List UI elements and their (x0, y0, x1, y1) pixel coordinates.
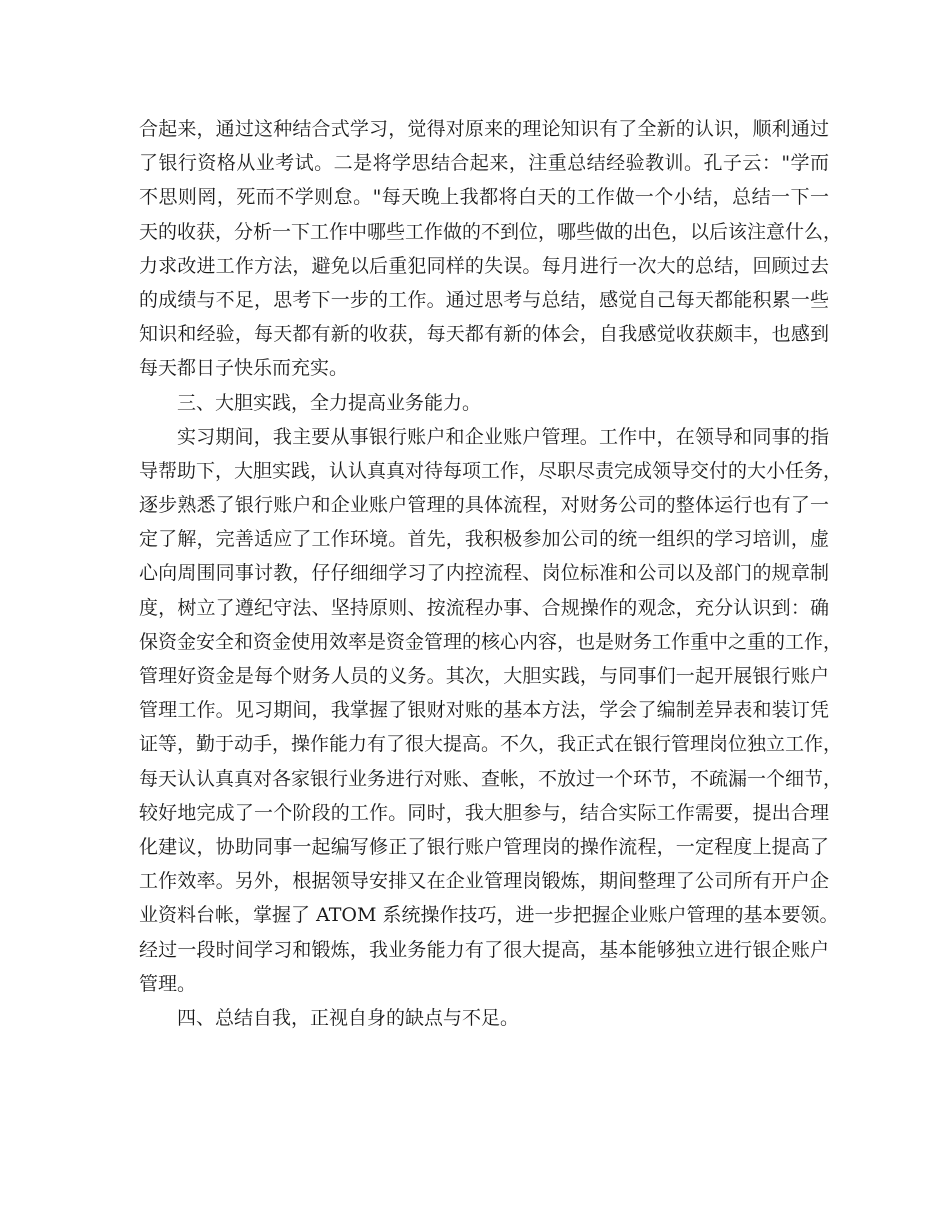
section-heading: 四、总结自我，正视自身的缺点与不足。 (177, 1006, 520, 1029)
body-text-line: 度，树立了遵纪守法、坚持原则、按流程办事、合规操作的观念，充分认识到：确 (139, 596, 829, 619)
body-text-line: 的成绩与不足，思考下一步的工作。通过思考与总结，感觉自己每天都能积累一些 (139, 288, 829, 311)
body-text-line: 心向周围同事讨教，仔仔细细学习了内控流程、岗位标准和公司以及部门的规章制 (139, 562, 829, 585)
body-text-line: 定了解，完善适应了工作环境。首先，我积极参加公司的统一组织的学习培训，虚 (139, 528, 829, 551)
body-text-line: 较好地完成了一个阶段的工作。同时，我大胆参与，结合实际工作需要，提出合理 (139, 801, 829, 824)
body-text-line: 不思则罔，死而不学则怠。"每天晚上我都将白天的工作做一个小结，总结一下一 (139, 186, 829, 209)
body-text-line: 经过一段时间学习和锻炼，我业务能力有了很大提高，基本能够独立进行银企账户 (139, 938, 829, 961)
body-text-line: 每天都日子快乐而充实。 (139, 357, 349, 380)
body-text-line: 实习期间，我主要从事银行账户和企业账户管理。工作中，在领导和同事的指 (177, 425, 829, 448)
body-text-line: 合起来，通过这种结合式学习，觉得对原来的理论知识有了全新的认识，顺利通过 (139, 118, 829, 140)
body-text-line: 证等，勤于动手，操作能力有了很大提高。不久，我正式在银行管理岗位独立工作， (139, 733, 843, 756)
document-body (139, 112, 843, 1035)
body-text-line: 知识和经验，每天都有新的收获，每天都有新的体会，自我感觉收获颇丰，也感到 (139, 323, 829, 346)
body-text-line: 逐步熟悉了银行账户和企业账户管理的具体流程，对财务公司的整体运行也有了一 (139, 494, 829, 517)
body-text-line: 工作效率。另外，根据领导安排又在企业管理岗锻炼，期间整理了公司所有开户企 (139, 870, 829, 893)
body-text-line: 每天认认真真对各家银行业务进行对账、查帐，不放过一个环节，不疏漏一个细节， (139, 767, 843, 790)
body-text-line: 力求改进工作方法，避免以后重犯同样的失误。每月进行一次大的总结，回顾过去 (139, 254, 829, 277)
body-text-line: 化建议，协助同事一起编写修正了银行账户管理岗的操作流程，一定程度上提高了 (139, 835, 829, 858)
body-text-line: 管理工作。见习期间，我掌握了银财对账的基本方法，学会了编制差异表和装订凭 (139, 699, 829, 722)
body-text-line: 了银行资格从业考试。二是将学思结合起来，注重总结经验教训。孔子云："学而 (139, 152, 829, 175)
body-text-line: 保资金安全和资金使用效率是资金管理的核心内容，也是财务工作重中之重的工作， (139, 630, 843, 653)
body-text-line: 导帮助下，大胆实践，认认真真对待每项工作，尽职尽责完成领导交付的大小任务， (139, 459, 843, 482)
body-text-line: 管理好资金是每个财务人员的义务。其次，大胆实践，与同事们一起开展银行账户 (139, 665, 829, 687)
body-text-line: 管理。 (139, 972, 197, 995)
body-text-line: 天的收获，分析一下工作中哪些工作做的不到位，哪些做的出色，以后该注意什么， (139, 220, 843, 243)
body-text-line: 业资料台帐，掌握了 ATOM 系统操作技巧，进一步把握企业账户管理的基本要领。 (139, 904, 839, 927)
section-heading: 三、大胆实践，全力提高业务能力。 (177, 391, 482, 414)
